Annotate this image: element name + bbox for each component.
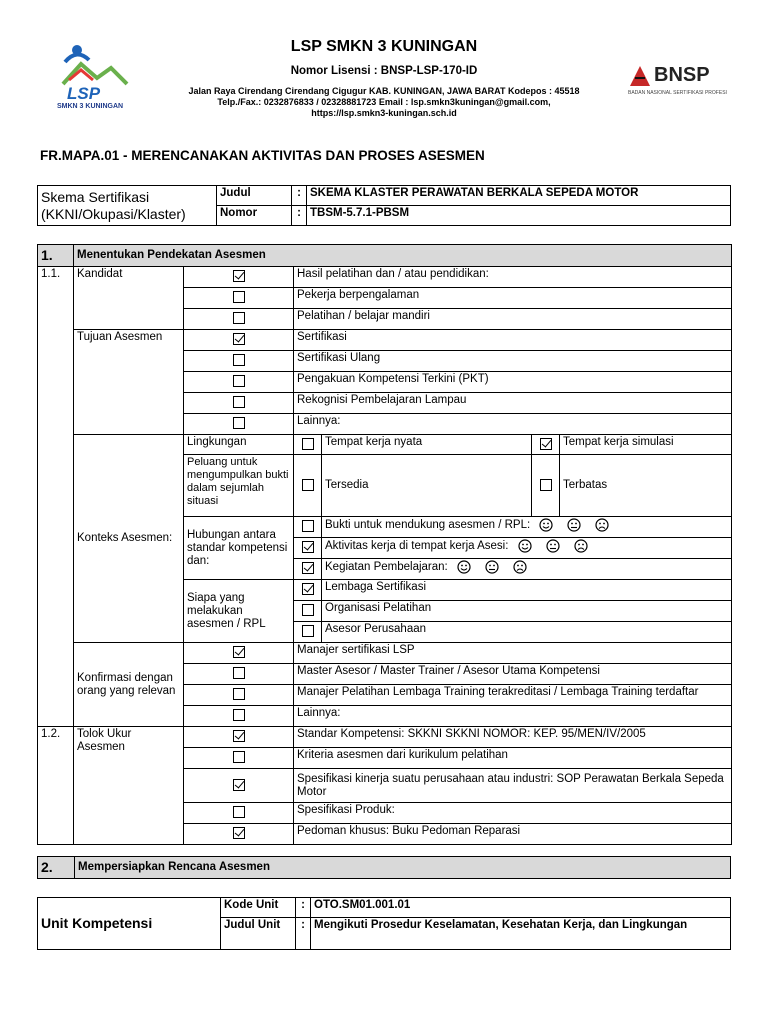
kandidat-label: Kandidat [74,267,184,330]
checkbox-cell[interactable] [532,435,560,455]
checkbox-cell[interactable] [184,685,294,706]
checkbox[interactable] [302,541,314,553]
konfirmasi-option: Master Asesor / Master Trainer / Asesor Utama Kompetensi [294,664,732,685]
checkbox-cell[interactable] [184,351,294,372]
hubungan-text: Aktivitas kerja di tempat kerja Asesi: [325,540,509,553]
tujuan-option: Sertifikasi [294,330,732,351]
hubungan-option [322,538,732,559]
checkbox[interactable] [233,312,245,324]
tolok-option: Pedoman khusus: Buku Pedoman Reparasi [294,824,732,845]
unit-label: Unit Kompetensi [38,898,221,950]
website-line: https://lsp.smkn3-kuningan.sch.id [311,108,457,118]
checkbox-cell[interactable] [184,824,294,845]
tolok-option: Spesifikasi Produk: [294,803,732,824]
konfirmasi-label: Konfirmasi dengan orang yang relevan [74,643,184,727]
colon: : [292,186,307,206]
address-line: Jalan Raya Cirendang Cirendang Cigugur KAB. KUNINGAN, JAWA BARAT Kodepos : 45518 [188,86,580,96]
section1-title: Menentukan Pendekatan Asesmen [74,245,732,267]
hubungan-text: Bukti untuk mendukung asesmen / RPL: [325,519,531,532]
checkbox[interactable] [233,827,245,839]
checkbox-cell[interactable] [184,664,294,685]
checkbox-cell[interactable] [294,580,322,601]
checkbox[interactable] [302,479,314,491]
lsp-logo-text: LSP [67,84,101,103]
unit-table [37,897,731,950]
peluang-option-b: Terbatas [560,455,732,517]
tujuan-option: Lainnya: [294,414,732,435]
checkbox-cell[interactable] [532,455,560,517]
sad-icon [513,560,527,574]
checkbox-cell[interactable] [184,309,294,330]
smile-icon [539,518,553,532]
checkbox-cell[interactable] [294,559,322,580]
neutral-icon [485,560,499,574]
checkbox-cell[interactable] [294,455,322,517]
org-title: LSP SMKN 3 KUNINGAN [290,38,478,55]
checkbox-cell[interactable] [294,517,322,538]
checkbox-cell[interactable] [184,414,294,435]
checkbox[interactable] [233,270,245,282]
colon: : [296,898,311,918]
siapa-option: Asesor Perusahaan [322,622,732,643]
checkbox-cell[interactable] [294,601,322,622]
sub-number: 1.2. [38,727,74,845]
checkbox-cell[interactable] [184,643,294,664]
checkbox-cell[interactable] [184,706,294,727]
siapa-option: Lembaga Sertifikasi [322,580,732,601]
section2-title: Mempersiapkan Rencana Asesmen [75,857,731,879]
document-title: FR.MAPA.01 - MERENCANAKAN AKTIVITAS DAN PROSES ASESMEN [40,148,485,163]
checkbox[interactable] [233,709,245,721]
checkbox-cell[interactable] [184,748,294,769]
checkbox-cell[interactable] [294,538,322,559]
checkbox[interactable] [233,806,245,818]
lsp-logo-subtext: SMKN 3 KUNINGAN [57,103,124,110]
siapa-option: Organisasi Pelatihan [322,601,732,622]
bnsp-logo-subtext: BADAN NASIONAL SERTIFIKASI PROFESI [628,90,727,96]
judul-unit-value: Mengikuti Prosedur Keselamatan, Kesehatan Kerja, dan Lingkungan [311,918,731,950]
kandidat-option: Pelatihan / belajar mandiri [294,309,732,330]
checkbox[interactable] [233,751,245,763]
checkbox[interactable] [302,625,314,637]
kode-unit-label: Kode Unit [221,898,296,918]
tujuan-option: Rekognisi Pembelajaran Lampau [294,393,732,414]
section2-header [37,856,731,879]
checkbox-cell[interactable] [184,267,294,288]
section1-table [37,244,732,845]
kode-unit-value: OTO.SM01.001.01 [311,898,731,918]
checkbox[interactable] [302,520,314,532]
hubungan-option [322,517,732,538]
tujuan-option: Pengakuan Kompetensi Terkini (PKT) [294,372,732,393]
license-number: Nomor Lisensi : BNSP-LSP-170-ID [290,65,478,77]
siapa-label: Siapa yang melakukan asesmen / RPL [184,580,294,643]
tolok-option: Spesifikasi kinerja suatu perusahaan atau industri: SOP Perawatan Berkala Sepeda Motor [294,769,732,803]
checkbox[interactable] [233,417,245,429]
sub-number: 1.1. [38,267,74,727]
checkbox[interactable] [233,396,245,408]
checkbox[interactable] [233,779,245,791]
neutral-icon [546,539,560,553]
checkbox-cell[interactable] [184,393,294,414]
checkbox-cell[interactable] [184,330,294,351]
skema-judul-value: SKEMA KLASTER PERAWATAN BERKALA SEPEDA MOTOR [307,186,731,206]
colon: : [292,206,307,226]
konfirmasi-option: Lainnya: [294,706,732,727]
checkbox[interactable] [302,604,314,616]
lingkungan-option-a: Tempat kerja nyata [322,435,532,455]
checkbox-cell[interactable] [184,288,294,309]
smile-icon [457,560,471,574]
colon: : [296,918,311,950]
bnsp-logo [628,62,727,102]
hubungan-text: Kegiatan Pembelajaran: [325,561,448,574]
contact-line: Telp./Fax.: 0232876833 / 02328881723 Email : lsp.smkn3kuningan@gmail.com, [217,97,551,107]
tolok-option: Standar Kompetensi: SKKNI SKKNI NOMOR: KEP. 95/MEN/IV/2005 [294,727,732,748]
peluang-option-a: Tersedia [322,455,532,517]
smile-icon [518,539,532,553]
checkbox[interactable] [233,646,245,658]
konfirmasi-option: Manajer Pelatihan Lembaga Training terakreditasi / Lembaga Training terdaftar [294,685,732,706]
tolok-label: Tolok Ukur Asesmen [74,727,184,845]
checkbox-cell[interactable] [184,803,294,824]
checkbox[interactable] [233,375,245,387]
lingkungan-option-b: Tempat kerja simulasi [560,435,732,455]
checkbox[interactable] [233,667,245,679]
konteks-label: Konteks Asesmen: [74,435,184,643]
checkbox-cell[interactable] [294,435,322,455]
checkbox[interactable] [302,438,314,450]
judul-label: Judul [217,186,292,206]
sad-icon [595,518,609,532]
org-address [150,86,618,119]
hubungan-option [322,559,732,580]
checkbox[interactable] [233,730,245,742]
checkbox[interactable] [540,479,552,491]
nomor-label: Nomor [217,206,292,226]
tolok-option: Kriteria asesmen dari kurikulum pelatihan [294,748,732,769]
lingkungan-label: Lingkungan [184,435,294,455]
tujuan-option: Sertifikasi Ulang [294,351,732,372]
checkbox[interactable] [233,333,245,345]
bnsp-logo-text: BNSP [654,64,710,86]
checkbox-cell[interactable] [184,727,294,748]
judul-unit-label: Judul Unit [221,918,296,950]
kandidat-option: Hasil pelatihan dan / atau pendidikan: [294,267,732,288]
kandidat-option: Pekerja berpengalaman [294,288,732,309]
rating-icons [539,519,623,531]
peluang-label: Peluang untuk mengumpulkan bukti dalam sejumlah situasi [184,455,294,517]
skema-label: Skema Sertifikasi (KKNI/Okupasi/Klaster) [38,186,217,226]
checkbox[interactable] [540,438,552,450]
checkbox[interactable] [233,354,245,366]
skema-table [37,185,731,226]
checkbox[interactable] [302,562,314,574]
section2-number: 2. [38,857,75,879]
checkbox[interactable] [233,688,245,700]
checkbox-cell[interactable] [184,372,294,393]
checkbox-cell[interactable] [184,769,294,803]
rating-icons [518,540,602,552]
konfirmasi-option: Manajer sertifikasi LSP [294,643,732,664]
checkbox[interactable] [233,291,245,303]
section1-number: 1. [38,245,74,267]
neutral-icon [567,518,581,532]
sad-icon [574,539,588,553]
checkbox-cell[interactable] [294,622,322,643]
tujuan-label: Tujuan Asesmen [74,330,184,435]
hubungan-label: Hubungan antara standar kompetensi dan: [184,517,294,580]
skema-nomor-value: TBSM-5.7.1-PBSM [307,206,731,226]
checkbox[interactable] [302,583,314,595]
rating-icons [457,561,541,573]
